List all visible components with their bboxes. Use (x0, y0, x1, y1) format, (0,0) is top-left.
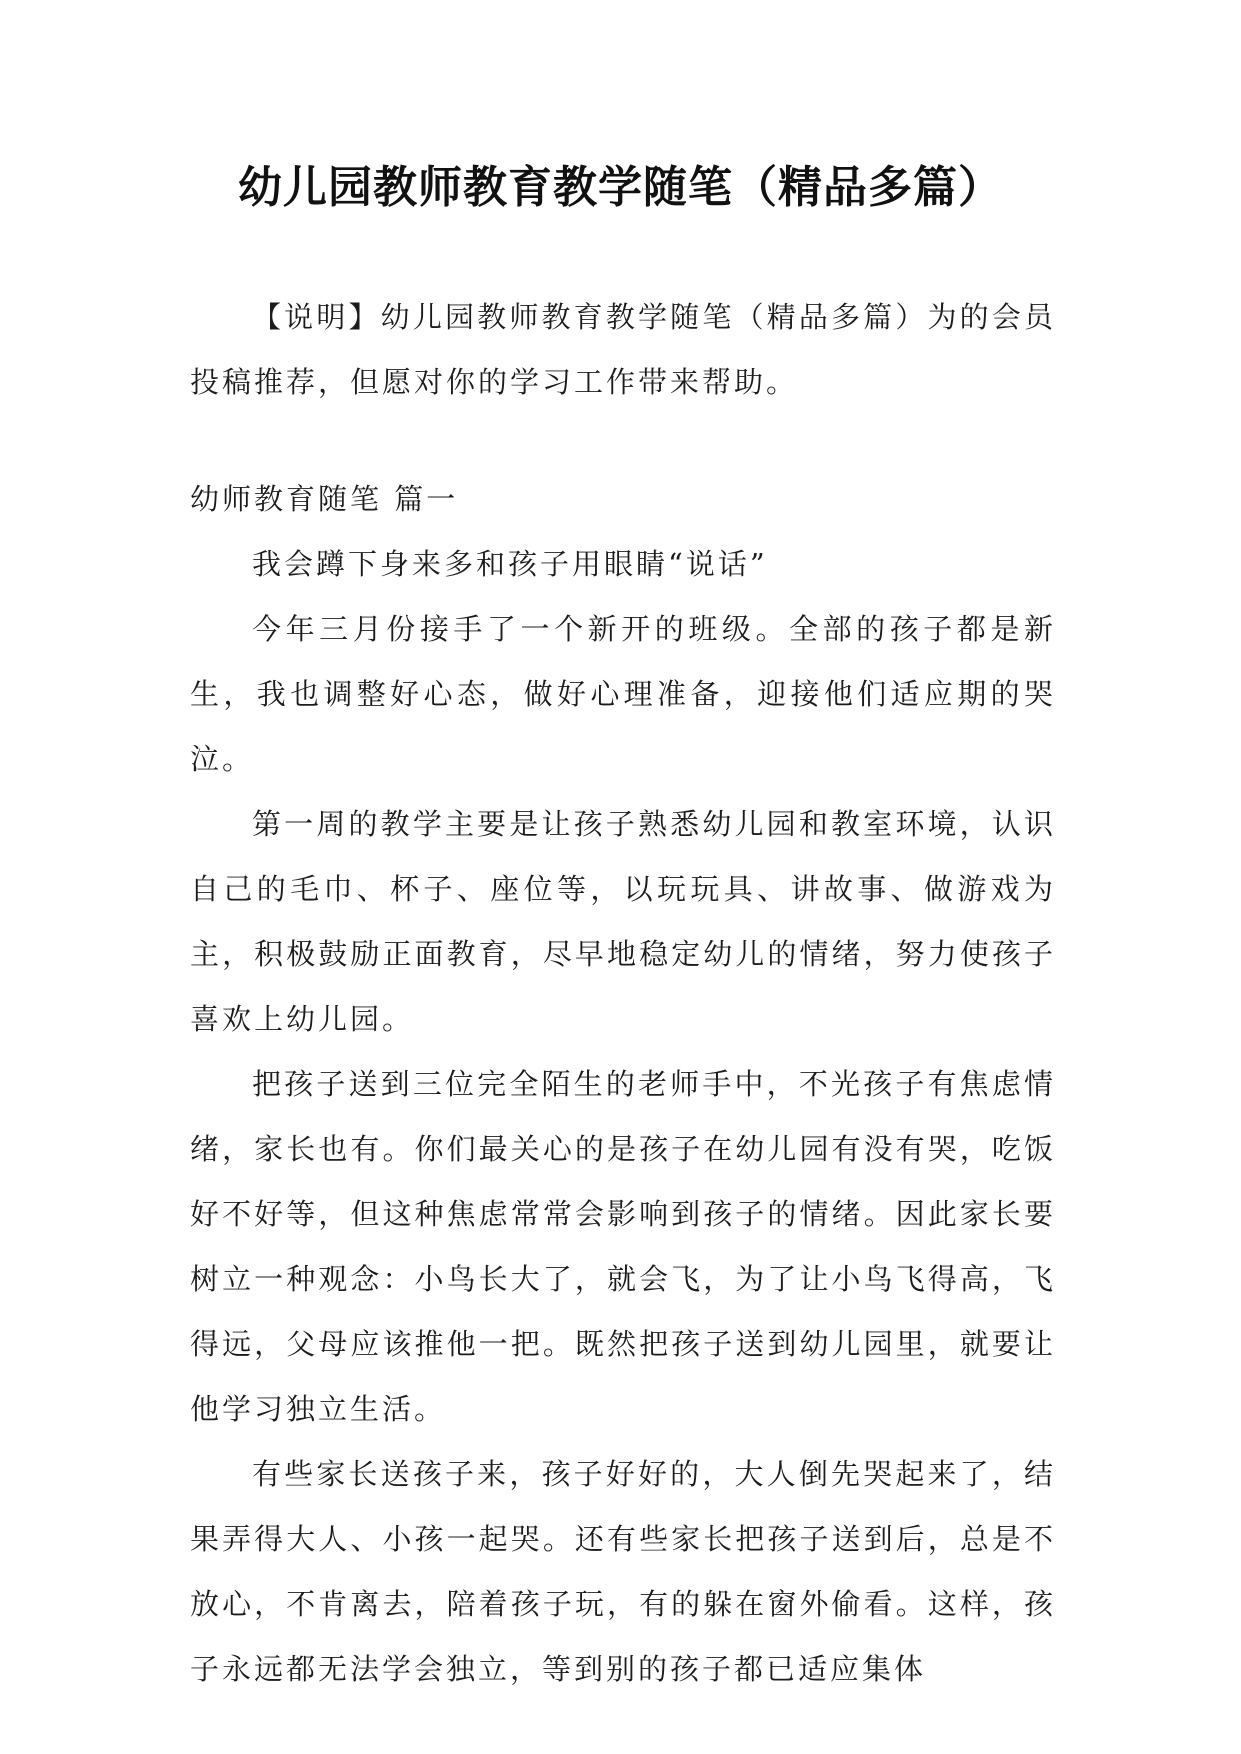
section-one (190, 467, 1056, 1702)
paragraph: 有些家长送孩子来，孩子好好的，大人倒先哭起来了，结果弄得大人、小孩一起哭。还有些家长把孩子送到后，总是不放心，不肯离去，陪着孩子玩，有的躲在窗外偷看。这样，孩子永远都无法学会独立，等到别的孩子都已适应集体 (190, 1457, 1056, 1686)
paragraph: 第一周的教学主要是让孩子熟悉幼儿园和教室环境，认识自己的毛巾、杯子、座位等，以玩玩具、讲故事、做游戏为主，积极鼓励正面教育，尽早地稳定幼儿的情绪，努力使孩子喜欢上幼儿园。 (190, 807, 1056, 1036)
document-title: 幼儿园教师教育教学随笔（精品多篇） (238, 162, 1003, 213)
section-heading: 幼师教育随笔 篇一 (190, 482, 459, 516)
paragraph: 把孩子送到三位完全陌生的老师手中，不光孩子有焦虑情绪，家长也有。你们最关心的是孩子在幼儿园有没有哭，吃饭好不好等，但这种焦虑常常会影响到孩子的情绪。因此家长要树立一种观念：小鸟长大了，就会飞，为了让小鸟飞得高，飞得远，父母应该推他一把。既然把孩子送到幼儿园里，就要让他学习独立生活。 (190, 1067, 1056, 1426)
paragraph-subtitle: 我会蹲下身来多和孩子用眼睛“说话” (252, 547, 768, 581)
intro-block (190, 285, 1056, 415)
paragraph: 今年三月份接手了一个新开的班级。全部的孩子都是新生，我也调整好心态，做好心理准备，迎接他们适应期的哭泣。 (190, 612, 1056, 776)
intro-paragraph: 【说明】幼儿园教师教育教学随笔（精品多篇）为的会员投稿推荐，但愿对你的学习工作带来帮助。 (190, 300, 1056, 399)
